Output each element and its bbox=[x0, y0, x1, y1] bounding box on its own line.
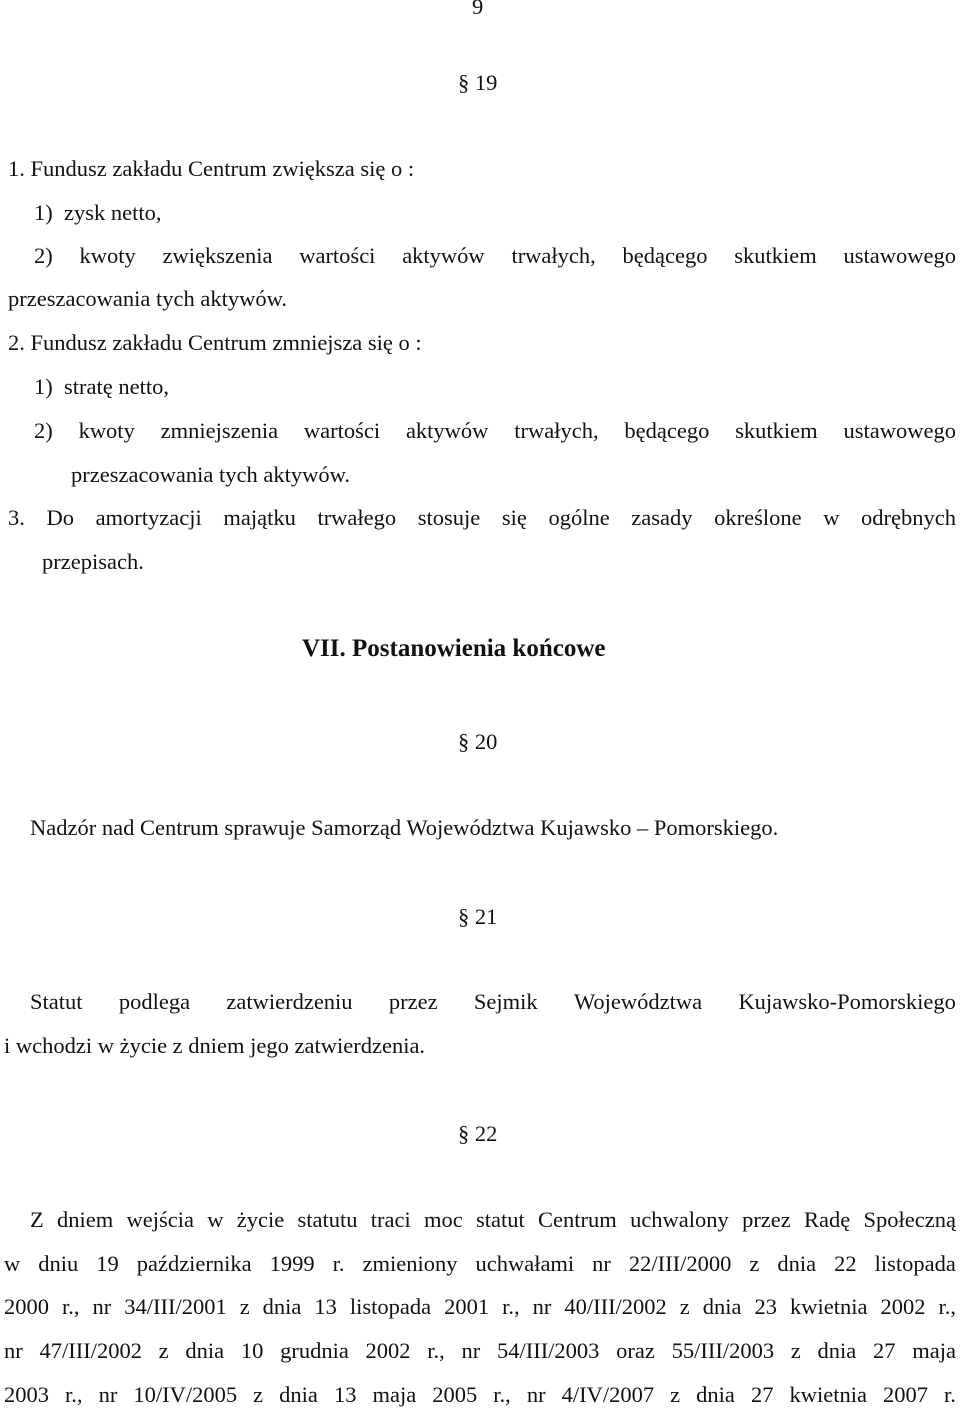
word: dnia bbox=[702, 1294, 742, 1319]
word: trwałego bbox=[317, 505, 397, 530]
word: dnia bbox=[279, 1382, 318, 1407]
word: moc bbox=[424, 1207, 463, 1232]
word: amortyzacji bbox=[95, 505, 202, 530]
word: Statut bbox=[30, 989, 83, 1014]
word: kwoty bbox=[79, 243, 136, 268]
word: skutkiem bbox=[734, 243, 817, 268]
word: dnia bbox=[185, 1338, 225, 1363]
word: 27 bbox=[872, 1338, 896, 1363]
word: będącego bbox=[624, 418, 710, 443]
word: 13 bbox=[314, 1294, 337, 1319]
word: uchwalony bbox=[630, 1207, 729, 1232]
word: Kujawsko-Pomorskiego bbox=[738, 989, 956, 1014]
word: nr bbox=[4, 1338, 23, 1363]
word: 23 bbox=[754, 1294, 778, 1319]
word: 55/III/2003 bbox=[671, 1338, 775, 1363]
word: 2003 bbox=[4, 1382, 49, 1407]
word: Centrum bbox=[538, 1207, 617, 1232]
section-22-line-4 bbox=[0, 1336, 960, 1366]
word: 2005 bbox=[432, 1382, 478, 1407]
word: 40/III/2002 bbox=[564, 1294, 667, 1319]
item-1 bbox=[8, 154, 414, 184]
word: dniem bbox=[57, 1207, 114, 1232]
section-22-mark: § 22 bbox=[458, 1121, 498, 1146]
word: nr bbox=[461, 1338, 481, 1363]
word: z bbox=[679, 1294, 690, 1319]
word: kwoty bbox=[78, 418, 135, 443]
word: oraz bbox=[616, 1338, 655, 1363]
word: w bbox=[4, 1251, 21, 1276]
word: trwałych, bbox=[511, 243, 596, 268]
word: aktywów bbox=[405, 418, 489, 443]
word: października bbox=[136, 1251, 252, 1276]
word: 1999 bbox=[269, 1251, 315, 1276]
word: 47/III/2002 bbox=[39, 1338, 142, 1363]
word: przez bbox=[388, 989, 438, 1014]
word: Województwa bbox=[573, 989, 703, 1014]
word: traci bbox=[370, 1207, 411, 1232]
item-2-number: 2. bbox=[8, 330, 25, 355]
word: się bbox=[501, 505, 527, 530]
word: ogólne bbox=[548, 505, 610, 530]
word: z bbox=[670, 1382, 681, 1407]
word: z bbox=[790, 1338, 801, 1363]
section-19-mark: § 19 bbox=[458, 70, 498, 95]
word: maja bbox=[912, 1338, 956, 1363]
word: majątku bbox=[223, 505, 296, 530]
word: 4/IV/2007 bbox=[561, 1382, 655, 1407]
word: ustawowego bbox=[843, 243, 956, 268]
word: 10 bbox=[240, 1338, 264, 1363]
word: nr bbox=[98, 1382, 118, 1407]
word: 34/III/2001 bbox=[124, 1294, 227, 1319]
word: r. bbox=[332, 1251, 345, 1276]
word: 19 bbox=[96, 1251, 119, 1276]
word: nr bbox=[532, 1294, 552, 1319]
word: 22 bbox=[834, 1251, 857, 1276]
item-2-text: Fundusz zakładu Centrum zmniejsza się o : bbox=[30, 330, 422, 355]
word: 2001 bbox=[444, 1294, 490, 1319]
word: 27 bbox=[750, 1382, 774, 1407]
word: dnia bbox=[817, 1338, 857, 1363]
item-2-sub-2 bbox=[0, 416, 960, 446]
section-21-mark: § 21 bbox=[458, 904, 498, 929]
word: zasady bbox=[631, 505, 693, 530]
item-3 bbox=[0, 503, 960, 533]
word: przez bbox=[742, 1207, 791, 1232]
item-3-continuation: przepisach. bbox=[42, 549, 144, 574]
section-22-line-5 bbox=[0, 1380, 960, 1410]
word: 3. bbox=[8, 505, 25, 530]
word: nr bbox=[526, 1382, 546, 1407]
word: kwietnia bbox=[789, 1382, 867, 1407]
section-21-line-1 bbox=[0, 987, 960, 1017]
word: 10/IV/2005 bbox=[133, 1382, 238, 1407]
section-20-text: Nadzór nad Centrum sprawuje Samorząd Województwa Kujawsko – Pomorskiego. bbox=[30, 815, 779, 840]
word: dnia bbox=[696, 1382, 735, 1407]
word: Społeczną bbox=[863, 1207, 956, 1232]
word: dniu bbox=[38, 1251, 79, 1276]
word: nr bbox=[592, 1251, 611, 1276]
word: w bbox=[823, 505, 840, 530]
word: statut bbox=[476, 1207, 525, 1232]
section-21-line-2: i wchodzi w życie z dniem jego zatwierdzenia. bbox=[4, 1033, 426, 1058]
item-1-sub-2 bbox=[0, 241, 960, 271]
word: listopada bbox=[349, 1294, 432, 1319]
word: 13 bbox=[333, 1382, 357, 1407]
word: życie bbox=[236, 1207, 285, 1232]
item-1-text: Fundusz zakładu Centrum zwiększa się o : bbox=[30, 156, 415, 181]
section-22-line-3 bbox=[0, 1292, 960, 1322]
word: z bbox=[239, 1294, 250, 1319]
word: w bbox=[207, 1207, 224, 1232]
section-22-line-2 bbox=[0, 1249, 960, 1279]
word: z bbox=[253, 1382, 264, 1407]
item-1-sub-1: 1) zysk netto, bbox=[34, 200, 162, 225]
word: Sejmik bbox=[473, 989, 538, 1014]
word: wartości bbox=[303, 418, 381, 443]
word: skutkiem bbox=[735, 418, 818, 443]
word: nr bbox=[92, 1294, 112, 1319]
item-2-sub-1: 1) stratę netto, bbox=[34, 374, 169, 399]
item-2 bbox=[8, 328, 422, 358]
word: r., bbox=[65, 1382, 83, 1407]
word: 2000 bbox=[4, 1294, 49, 1319]
word: zatwierdzeniu bbox=[226, 989, 353, 1014]
word: r., bbox=[938, 1294, 956, 1319]
word: kwietnia bbox=[790, 1294, 868, 1319]
section-20-mark: § 20 bbox=[458, 729, 498, 754]
word: dnia bbox=[777, 1251, 817, 1276]
word: 54/III/2003 bbox=[496, 1338, 600, 1363]
word: 22/III/2000 bbox=[628, 1251, 732, 1276]
word: aktywów bbox=[402, 243, 485, 268]
item-2-sub-2-continuation: przeszacowania tych aktywów. bbox=[71, 462, 351, 487]
chapter-heading: VII. Postanowienia końcowe bbox=[302, 635, 606, 662]
word: z bbox=[749, 1251, 760, 1276]
word: ustawowego bbox=[843, 418, 956, 443]
item-1-number: 1. bbox=[8, 156, 25, 181]
word: statutu bbox=[297, 1207, 358, 1232]
word: 2) bbox=[34, 418, 53, 443]
word: określone bbox=[714, 505, 802, 530]
word: z bbox=[158, 1338, 169, 1363]
word: zmieniony bbox=[362, 1251, 458, 1276]
word: 2) bbox=[34, 243, 53, 268]
word: wejścia bbox=[126, 1207, 194, 1232]
word: trwałych, bbox=[514, 418, 599, 443]
word: zwiększenia bbox=[162, 243, 273, 268]
word: Z bbox=[30, 1207, 44, 1232]
word: r., bbox=[493, 1382, 511, 1407]
item-1-sub-2-continuation: przeszacowania tych aktywów. bbox=[8, 286, 288, 311]
word: r. bbox=[944, 1382, 956, 1407]
word: będącego bbox=[622, 243, 708, 268]
word: odrębnych bbox=[861, 505, 956, 530]
page-number: 9 bbox=[472, 0, 484, 19]
word: Do bbox=[46, 505, 74, 530]
word: r., bbox=[427, 1338, 445, 1363]
word: wartości bbox=[299, 243, 376, 268]
word: r., bbox=[502, 1294, 520, 1319]
word: Radę bbox=[804, 1207, 851, 1232]
word: podlega bbox=[118, 989, 191, 1014]
word: 2002 bbox=[365, 1338, 411, 1363]
word: listopada bbox=[874, 1251, 956, 1276]
word: grudnia bbox=[280, 1338, 349, 1363]
word: dnia bbox=[262, 1294, 302, 1319]
word: 2002 bbox=[880, 1294, 926, 1319]
section-22-line-1 bbox=[0, 1205, 960, 1235]
word: stosuje bbox=[417, 505, 481, 530]
word: maja bbox=[372, 1382, 417, 1407]
word: uchwałami bbox=[475, 1251, 575, 1276]
word: r., bbox=[61, 1294, 80, 1319]
word: 2007 bbox=[883, 1382, 928, 1407]
word: zmniejszenia bbox=[160, 418, 279, 443]
